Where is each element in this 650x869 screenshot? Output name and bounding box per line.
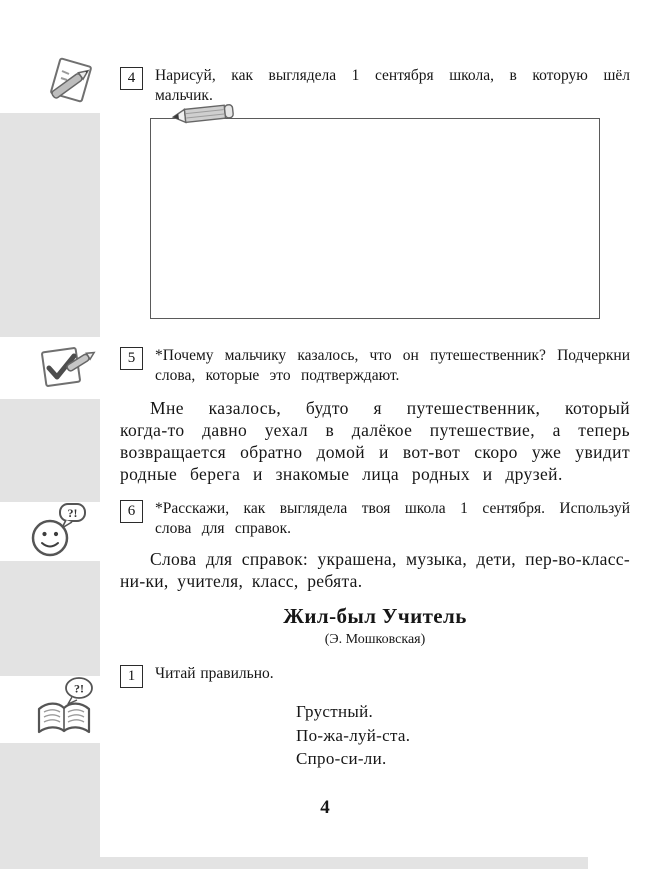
sidebar-block [0, 561, 100, 676]
reading-practice-line: По-жа-луй-ста. [296, 725, 411, 745]
task-instruction: *Расскажи, как выглядела твоя школа 1 сентября. Используй слова для справок. [155, 500, 630, 537]
svg-text:?!: ?! [74, 681, 84, 696]
reading-task-icon [32, 676, 98, 747]
underline-task-icon [34, 336, 98, 403]
svg-text:?!: ?! [67, 506, 78, 520]
reading-practice-line: Спро-си-ли. [296, 749, 387, 768]
bottom-strip [0, 857, 588, 869]
passage-text: Мне казалось, будто я путешественник, который когда-то давно уехал в далёкое путешествие, а теперь возвращается обратно домой и вот-вот скоро уже увидит родные берега и знакомые лица родных и друзей. [120, 398, 630, 484]
writing-task-icon [40, 50, 102, 117]
task-number-badge: 6 [120, 500, 143, 523]
speaking-task-icon [26, 500, 90, 565]
task-5-underline [120, 346, 630, 386]
drawing-area [150, 118, 600, 319]
task-number-badge: 5 [120, 347, 143, 370]
task-4-draw [120, 66, 630, 106]
reading-practice-line: Грустный. [296, 702, 374, 721]
task-number-badge: 4 [120, 67, 143, 90]
reading-practice [296, 700, 630, 771]
page-content [120, 0, 630, 819]
task-instruction: *Почему мальчику казалось, что он путешественник? Подчеркни слова, которые это подтверждают. [155, 347, 630, 384]
story-author: (Э. Мошковская) [324, 632, 426, 647]
page-number: 4 [320, 796, 330, 818]
task-number-badge: 1 [120, 665, 143, 688]
task-instruction: Нарисуй, как выглядела 1 сентября школа, в которую шёл мальчик. [155, 67, 630, 104]
task-1-read [120, 664, 630, 688]
words-for-reference: Слова для справок: украшена, музыка, дети, пер-во-класс-ни-ки, учителя, класс, ребята. [120, 549, 630, 591]
task-instruction: Читай правильно. [155, 665, 274, 682]
sidebar-block [0, 113, 100, 337]
story-title: Жил-был Учитель [283, 604, 467, 628]
task-6-tell [120, 499, 630, 539]
sidebar-block [0, 399, 100, 502]
